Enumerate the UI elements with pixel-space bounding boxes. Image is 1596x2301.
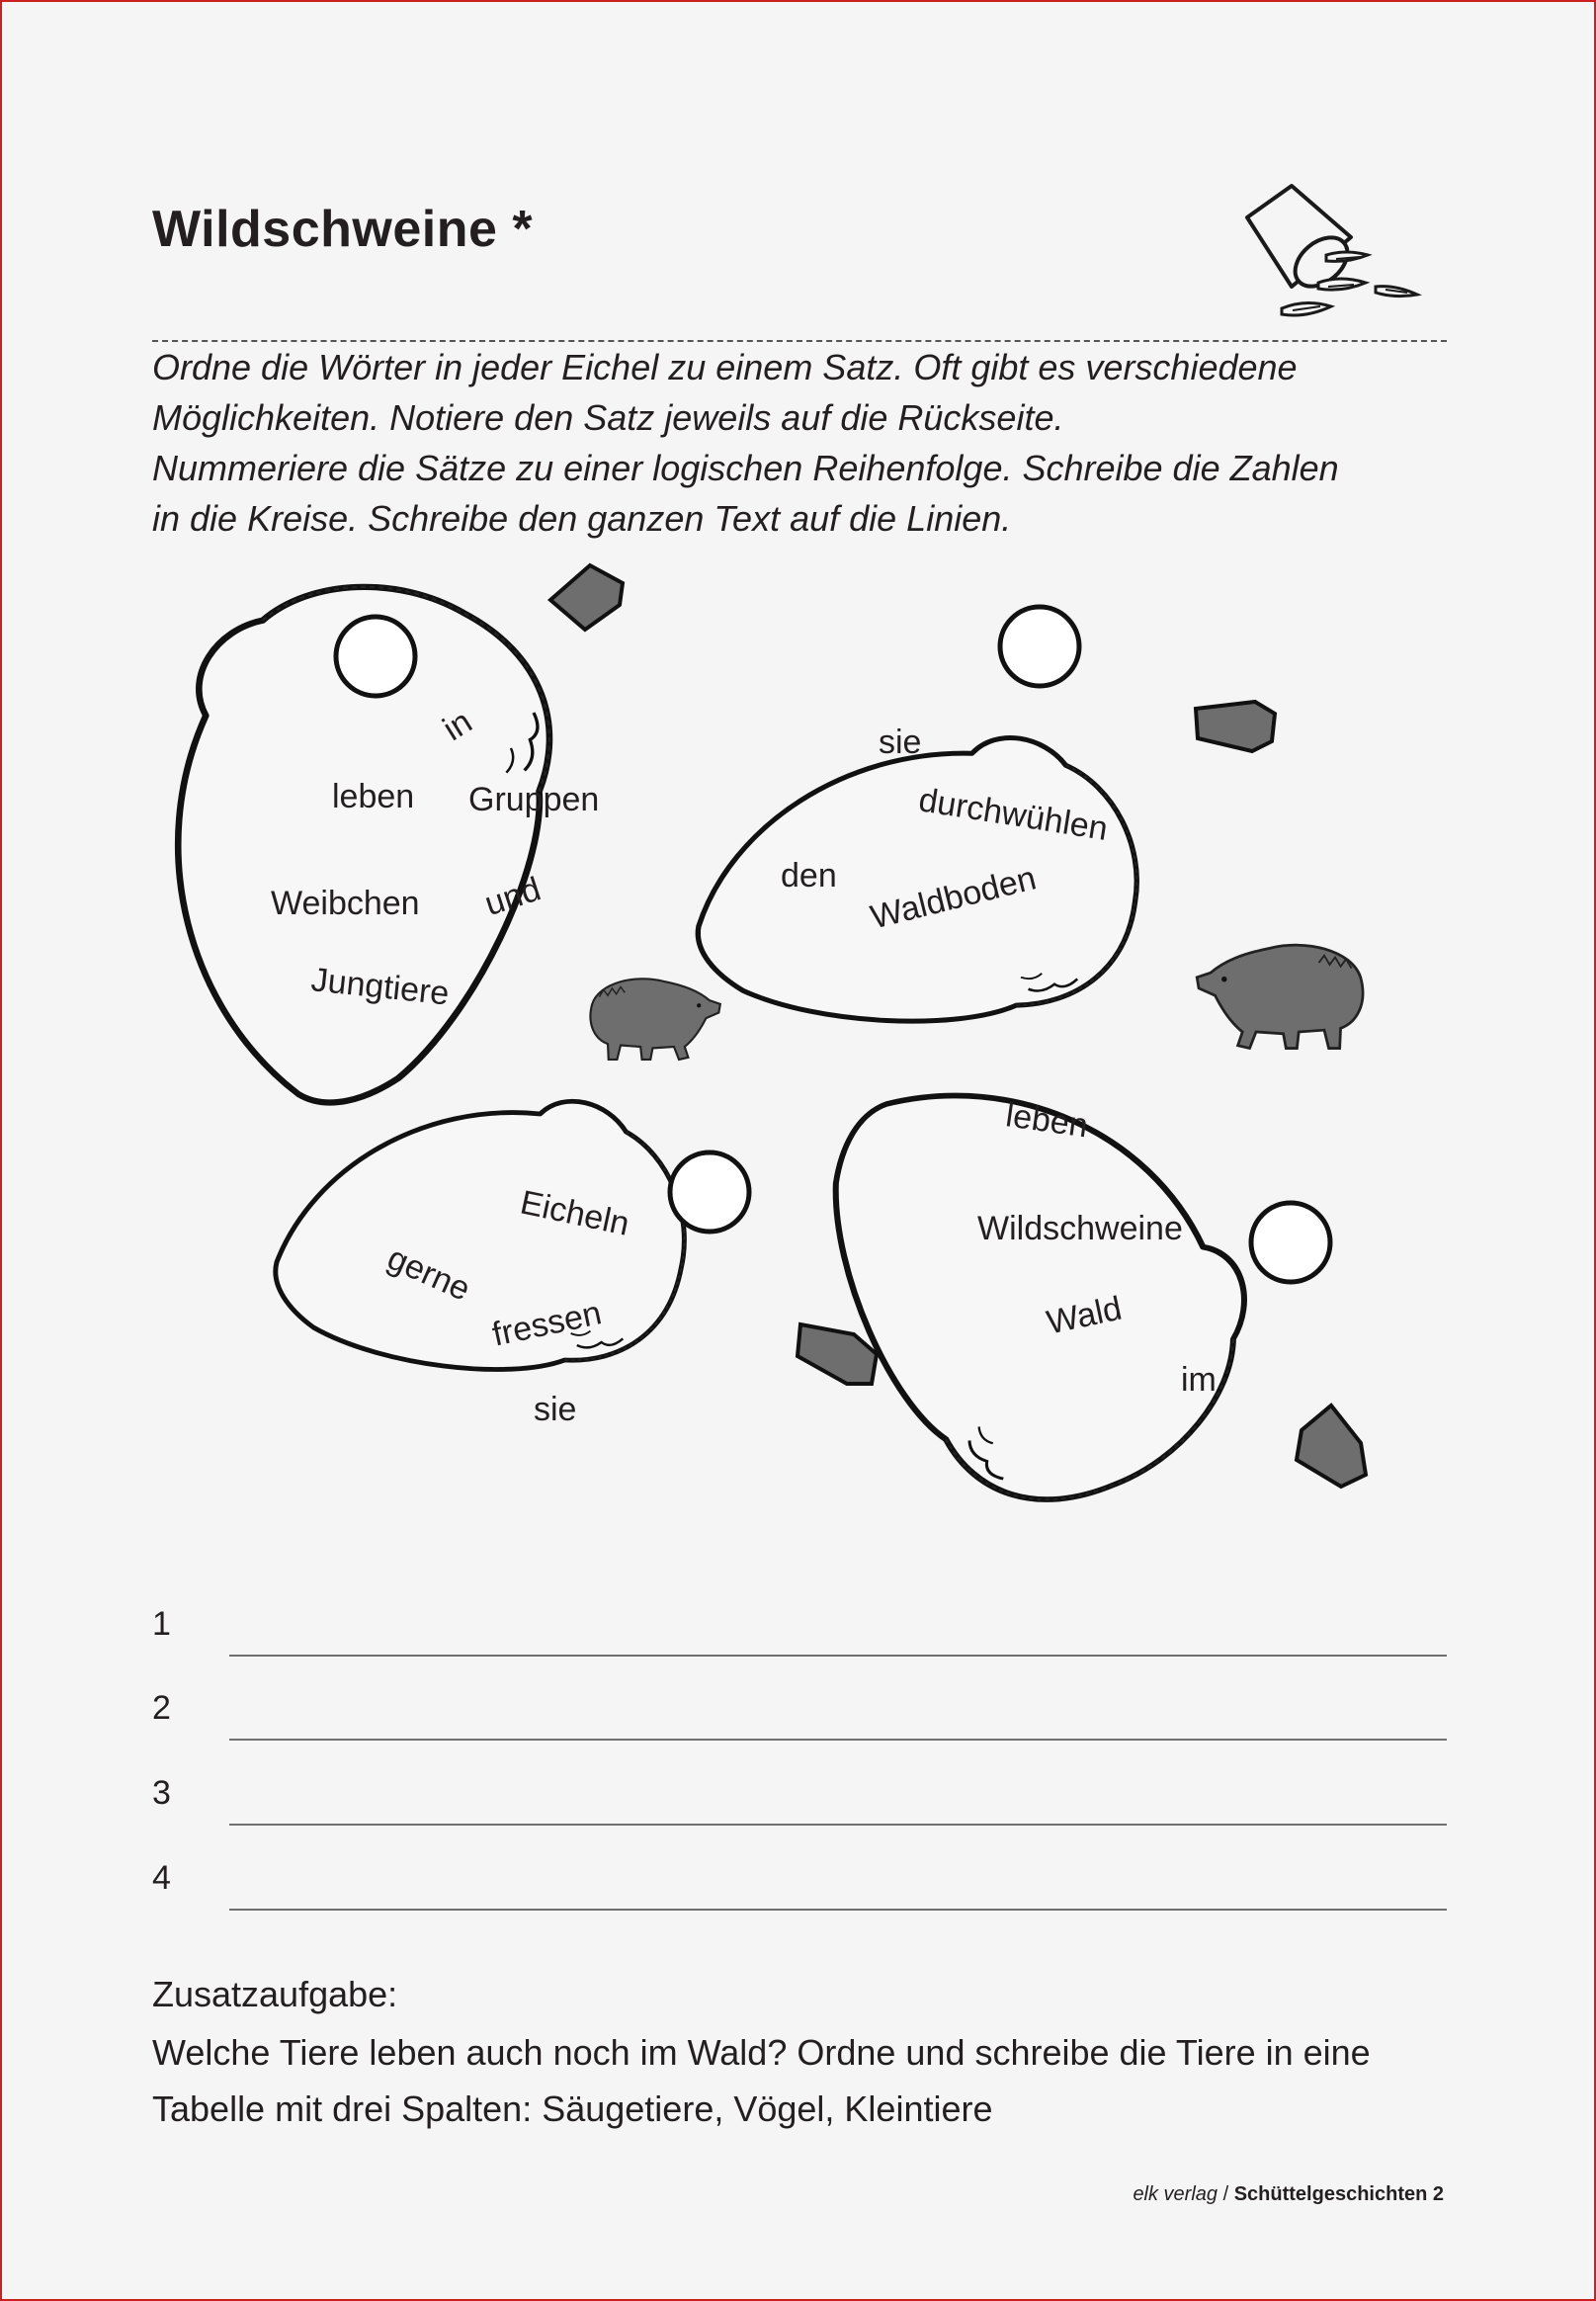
dice-cup-icon	[1237, 178, 1445, 336]
instruction-line: Ordne die Wörter in jeder Eichel zu einem Satz. Oft gibt es verschiedene	[152, 347, 1298, 387]
answer-line-row	[152, 1774, 1447, 1833]
acorn-illustrations	[2, 536, 1596, 1544]
instruction-line: Nummeriere die Sätze zu einer logischen Reihenfolge. Schreibe die Zahlen	[152, 448, 1339, 488]
answer-number: 1	[152, 1605, 171, 1643]
acorn-word: Gruppen	[468, 781, 600, 818]
extra-task-heading: Zusatzaufgabe:	[152, 1974, 398, 2014]
acorn-word: leben	[1003, 1096, 1091, 1146]
acorn-word: leben	[332, 778, 415, 815]
writing-line[interactable]	[229, 1655, 1447, 1657]
acorn-word: fressen	[488, 1294, 605, 1354]
writing-line[interactable]	[229, 1739, 1447, 1741]
acorn-word: sie	[879, 724, 922, 761]
footer	[1133, 2183, 1444, 2206]
acorn-word: Weibchen	[271, 885, 420, 922]
acorn-word: den	[781, 857, 837, 895]
acorn-word: durchwühlen	[916, 781, 1111, 848]
acorn-word: im	[1181, 1361, 1217, 1399]
instruction-line: Möglichkeiten. Notiere den Satz jeweils auf die Rückseite.	[152, 397, 1064, 438]
acorn-drawing	[2, 536, 1596, 1544]
answer-line-row	[152, 1689, 1447, 1748]
answer-number: 4	[152, 1859, 171, 1897]
answer-number: 2	[152, 1689, 171, 1727]
instruction-line: in die Kreise. Schreibe den ganzen Text auf die Linien.	[152, 498, 1012, 539]
acorn-word: Waldboden	[867, 859, 1041, 937]
acorn-word: Jungtiere	[309, 961, 452, 1013]
answer-line-row	[152, 1859, 1447, 1918]
acorn-word: in	[436, 702, 479, 749]
footer-separator: /	[1218, 2183, 1234, 2205]
boar-icon	[590, 979, 719, 1060]
instructions	[152, 342, 1437, 544]
extra-task-text	[152, 2024, 1457, 2137]
acorn-word: Wald	[1043, 1289, 1126, 1342]
page-title: Wildschweine *	[152, 201, 534, 258]
answer-line-row	[152, 1605, 1447, 1664]
acorn-word: Eicheln	[517, 1183, 633, 1243]
footer-book-title: Schüttelgeschichten 2	[1233, 2183, 1444, 2205]
footer-publisher: elk verlag	[1133, 2183, 1218, 2205]
answer-number: 3	[152, 1774, 171, 1812]
boar-icon	[1197, 945, 1363, 1048]
acorn-word: Wildschweine	[977, 1210, 1183, 1247]
acorn-word: sie	[534, 1391, 577, 1428]
acorn-icon	[768, 992, 1366, 1544]
extra-task-line: Tabelle mit drei Spalten: Säugetiere, Vögel, Kleintiere	[152, 2088, 993, 2129]
acorn-icon	[86, 538, 623, 1142]
acorn-icon	[276, 1101, 877, 1384]
extra-task-line: Welche Tiere leben auch noch im Wald? Ordne und schreibe die Tiere in eine	[152, 2032, 1371, 2073]
writing-line[interactable]	[229, 1824, 1447, 1826]
acorn-word: und	[479, 870, 546, 924]
writing-line[interactable]	[229, 1909, 1447, 1911]
acorn-word: gerne	[381, 1238, 476, 1309]
